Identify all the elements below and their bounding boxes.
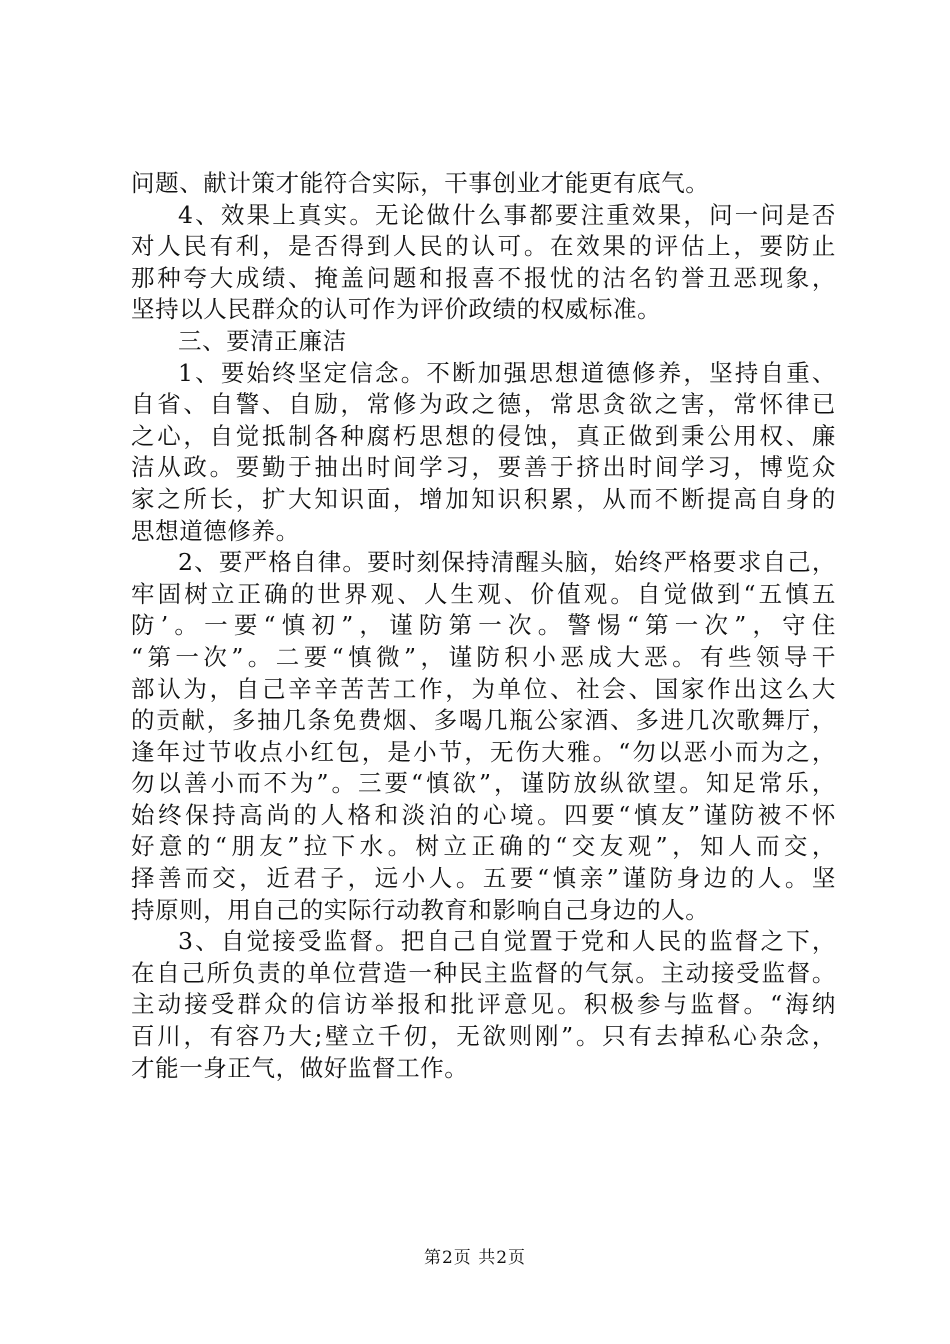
text-line: 2、要严格自律。要时刻保持清醒头脑，始终严格要求自己，	[178, 548, 836, 577]
text-line: 三、要清正廉洁	[178, 326, 347, 355]
text-line: 家之所长，扩大知识面，增加知识积累，从而不断提高自身的	[131, 484, 836, 513]
text-line: 好意的“朋友”拉下水。树立正确的“交友观”，知人而交，	[131, 832, 836, 861]
text-line: 4、效果上真实。无论做什么事都要注重效果，问一问是否	[178, 200, 836, 229]
text-line: 才能一身正气，做好监督工作。	[131, 1053, 469, 1082]
text-line: 那种夸大成绩、掩盖问题和报喜不报忧的沽名钓誉丑恶现象，	[131, 263, 836, 292]
text-line: 百川，有容乃大;壁立千仞，无欲则刚”。只有去掉私心杂念，	[131, 1022, 836, 1051]
text-line: “第一次”。二要“慎微”，谨防积小恶成大恶。有些领导干	[131, 642, 836, 671]
text-line: 牢固树立正确的世界观、人生观、价值观。自觉做到“五慎五	[131, 579, 836, 608]
text-line: 对人民有利，是否得到人民的认可。在效果的评估上，要防止	[131, 232, 836, 261]
text-line: 勿以善小而不为”。三要“慎欲”，谨防放纵欲望。知足常乐，	[131, 769, 836, 798]
text-line: 主动接受群众的信访举报和批评意见。积极参与监督。“海纳	[131, 990, 836, 1019]
text-line: 部认为，自己辛辛苦苦工作，为单位、社会、国家作出这么大	[131, 674, 836, 703]
text-line: 持原则，用自己的实际行动教育和影响自己身边的人。	[131, 895, 710, 924]
text-line: 洁从政。要勤于抽出时间学习，要善于挤出时间学习，博览众	[131, 453, 836, 482]
text-line: 的贡献，多抽几条免费烟、多喝几瓶公家酒、多进几次歌舞厅，	[131, 706, 836, 735]
text-line: 思想道德修养。	[131, 516, 300, 545]
text-line: 问题、献计策才能符合实际，干事创业才能更有底气。	[131, 169, 710, 197]
text-line: 1、要始终坚定信念。不断加强思想道德修养，坚持自重、	[178, 358, 836, 387]
page-number-footer: 第2页 共2页	[423, 1248, 527, 1268]
text-line: 择善而交，近君子，远小人。五要“慎亲”谨防身边的人。坚	[131, 864, 836, 893]
text-line: 在自己所负责的单位营造一种民主监督的气氛。主动接受监督。	[131, 958, 836, 987]
text-line: 自省、自警、自励，常修为政之德，常思贪欲之害，常怀律已	[131, 390, 836, 419]
text-line: 坚持以人民群众的认可作为评价政绩的权威标准。	[131, 295, 662, 324]
text-line: 之心，自觉抵制各种腐朽思想的侵蚀，真正做到秉公用权、廉	[131, 421, 836, 450]
text-line: 3、自觉接受监督。把自己自觉置于党和人民的监督之下，	[178, 927, 836, 956]
text-line: 始终保持高尚的人格和淡泊的心境。四要“慎友”谨防被不怀	[131, 800, 836, 829]
text-line: 防’。一要“慎初”，谨防第一次。警惕“第一次”，守住	[131, 611, 836, 640]
document-body	[131, 168, 836, 1084]
text-line: 逢年过节收点小红包，是小节，无伤大雅。“勿以恶小而为之，	[131, 737, 836, 766]
